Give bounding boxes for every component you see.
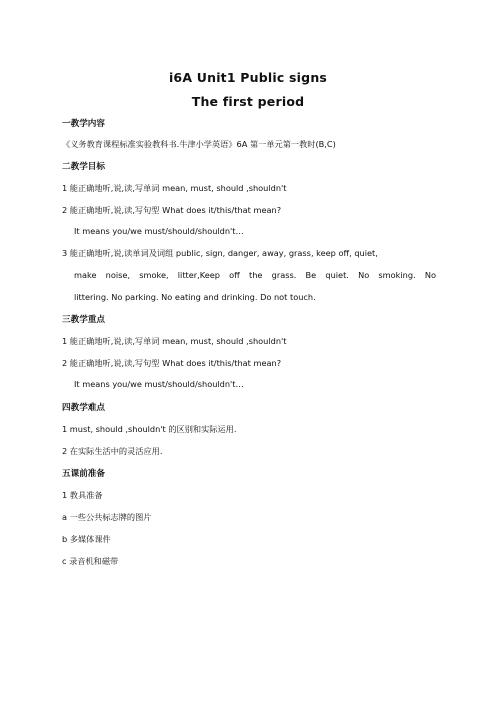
document-subtitle: The first period xyxy=(191,94,305,109)
goal-item-2-sentence: It means you/we must/should/shouldn't… xyxy=(74,226,244,236)
document-title: i6A Unit1 Public signs xyxy=(168,70,328,85)
prep-item-1: 1 教具准备 xyxy=(62,490,103,500)
section-heading-key-points: 三教学重点 xyxy=(62,315,105,325)
key-point-2-sentence: It means you/we must/should/shouldn't… xyxy=(74,379,244,389)
difficulty-2: 2 在实际生活中的灵活应用. xyxy=(62,446,163,456)
prep-item-b: b 多媒体课件 xyxy=(62,534,111,544)
goal-item-1: 1 能正确地听,说,读,写单词 mean, must, should ,shouldn't xyxy=(62,183,287,193)
goal-item-3-phrases-cont: littering. No parking. No eating and drinking. Do not touch. xyxy=(74,292,316,302)
key-point-1: 1 能正确地听,说,读,写单词 mean, must, should ,shouldn't xyxy=(62,336,287,346)
prep-item-a: a 一些公共标志牌的图片 xyxy=(62,512,152,522)
goal-item-3: 3 能正确地听,说,读单词及词组 public, sign, danger, away, grass, keep off, quiet, xyxy=(62,248,378,258)
difficulty-1: 1 must, should ,shouldn't 的区别和实际运用. xyxy=(62,424,237,434)
section-heading-preparation: 五课前准备 xyxy=(62,469,105,479)
key-point-2: 2 能正确地听,说,读,写句型 What does it/this/that mean? xyxy=(62,358,282,368)
content-line: 《义务教育课程标准实验教科书.牛津小学英语》6A 第一单元第一教时(B,C) xyxy=(62,139,336,149)
section-heading-content: 一教学内容 xyxy=(62,119,105,129)
goal-item-2: 2 能正确地听,说,读,写句型 What does it/this/that mean? xyxy=(62,205,282,215)
prep-item-c: c 录音机和磁带 xyxy=(62,556,119,566)
section-heading-goals: 二教学目标 xyxy=(62,162,105,172)
goal-item-3-phrases: make noise, smoke, litter,Keep off the grass. Be quiet. No smoking. No xyxy=(74,270,436,280)
section-heading-difficulties: 四教学难点 xyxy=(62,403,105,413)
